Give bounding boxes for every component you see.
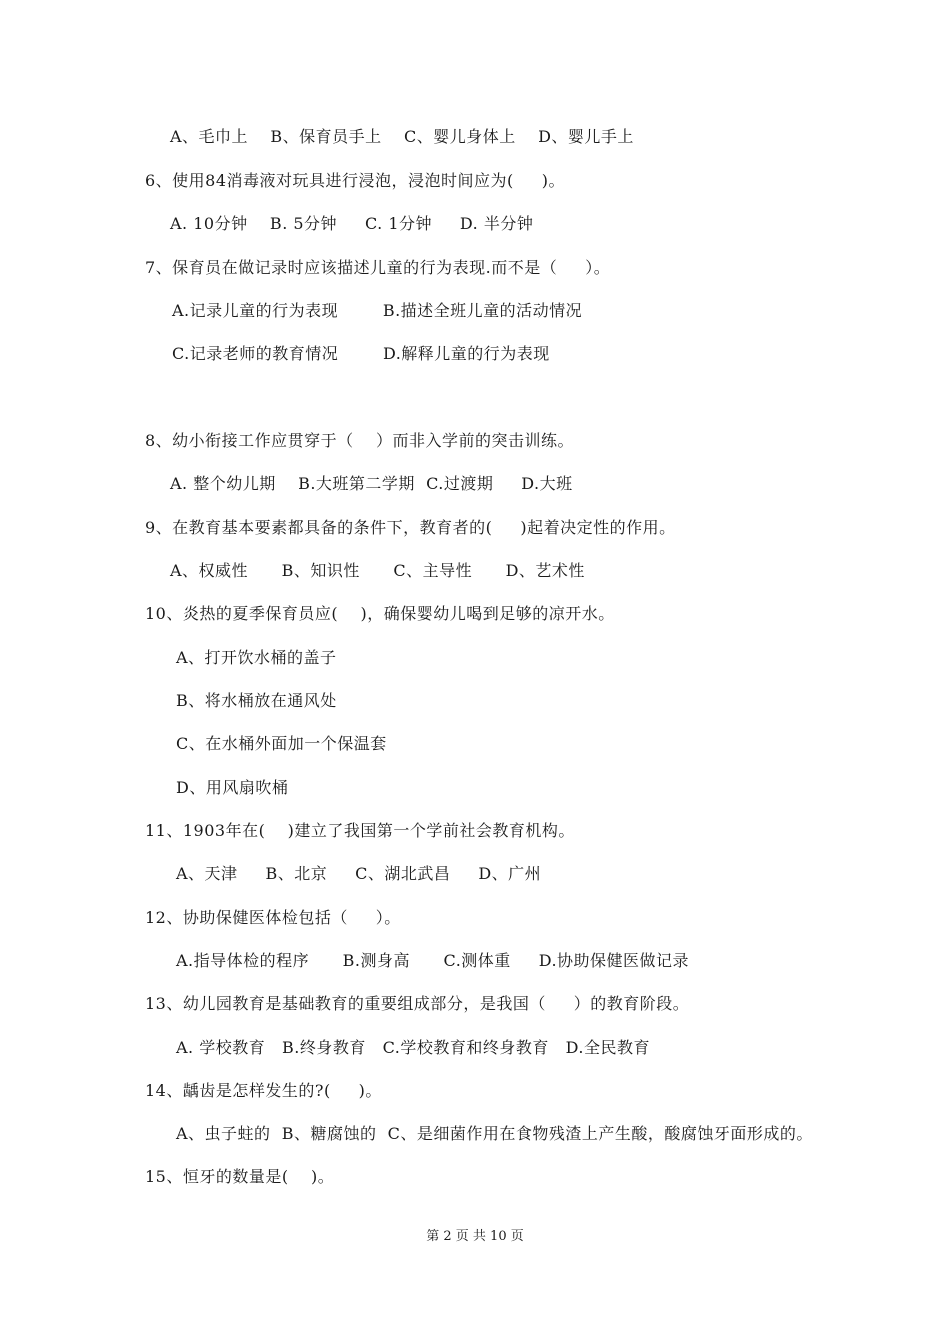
q13-options: A. 学校教育 B.终身教育 C.学校教育和终身教育 D.全民教育 bbox=[176, 1038, 650, 1057]
q7-question: 7、保育员在做记录时应该描述儿童的行为表现.而不是（ ）。 bbox=[145, 258, 611, 277]
q10-option-c: C、在水桶外面加一个保温套 bbox=[176, 734, 387, 753]
q6-question: 6、使用84消毒液对玩具进行浸泡，浸泡时间应为( )。 bbox=[145, 171, 565, 190]
page-footer: 第 2 页 共 10 页 bbox=[426, 1229, 524, 1244]
q14-question: 14、龋齿是怎样发生的?( )。 bbox=[145, 1081, 382, 1100]
q9-options: A、权威性 B、知识性 C、主导性 D、艺术性 bbox=[170, 561, 585, 580]
q11-options: A、天津 B、北京 C、湖北武昌 D、广州 bbox=[176, 864, 542, 883]
q7-options-ab: A.记录儿童的行为表现 B.描述全班儿童的活动情况 bbox=[172, 301, 583, 320]
q14-options: A、虫子蛀的 B、糖腐蚀的 C、是细菌作用在食物残渣上产生酸，酸腐蚀牙面形成的。 bbox=[176, 1124, 813, 1143]
q7-options-cd: C.记录老师的教育情况 D.解释儿童的行为表现 bbox=[172, 344, 550, 363]
q15-question: 15、恒牙的数量是( )。 bbox=[145, 1167, 335, 1186]
q10-option-a: A、打开饮水桶的盖子 bbox=[176, 648, 337, 667]
q11-question: 11、1903年在( )建立了我国第一个学前社会教育机构。 bbox=[145, 821, 575, 840]
q6-options: A. 10分钟 B. 5分钟 C. 1分钟 D. 半分钟 bbox=[170, 214, 534, 233]
q5-options: A、毛巾上 B、保育员手上 C、婴儿身体上 D、婴儿手上 bbox=[170, 127, 634, 146]
q8-options: A. 整个幼儿期 B.大班第二学期 C.过渡期 D.大班 bbox=[170, 474, 573, 493]
q10-option-d: D、用风扇吹桶 bbox=[176, 778, 289, 797]
q10-option-b: B、将水桶放在通风处 bbox=[176, 691, 337, 710]
q8-question: 8、幼小衔接工作应贯穿于（ ）而非入学前的突击训练。 bbox=[145, 431, 575, 450]
q10-question: 10、炎热的夏季保育员应( )，确保婴幼儿喝到足够的凉开水。 bbox=[145, 604, 615, 623]
q12-options: A.指导体检的程序 B.测身高 C.测体重 D.协助保健医做记录 bbox=[176, 951, 690, 970]
q13-question: 13、幼儿园教育是基础教育的重要组成部分，是我国（ ）的教育阶段。 bbox=[145, 994, 690, 1013]
q9-question: 9、在教育基本要素都具备的条件下，教育者的( )起着决定性的作用。 bbox=[145, 518, 676, 537]
q12-question: 12、协助保健医体检包括（ ）。 bbox=[145, 908, 401, 927]
